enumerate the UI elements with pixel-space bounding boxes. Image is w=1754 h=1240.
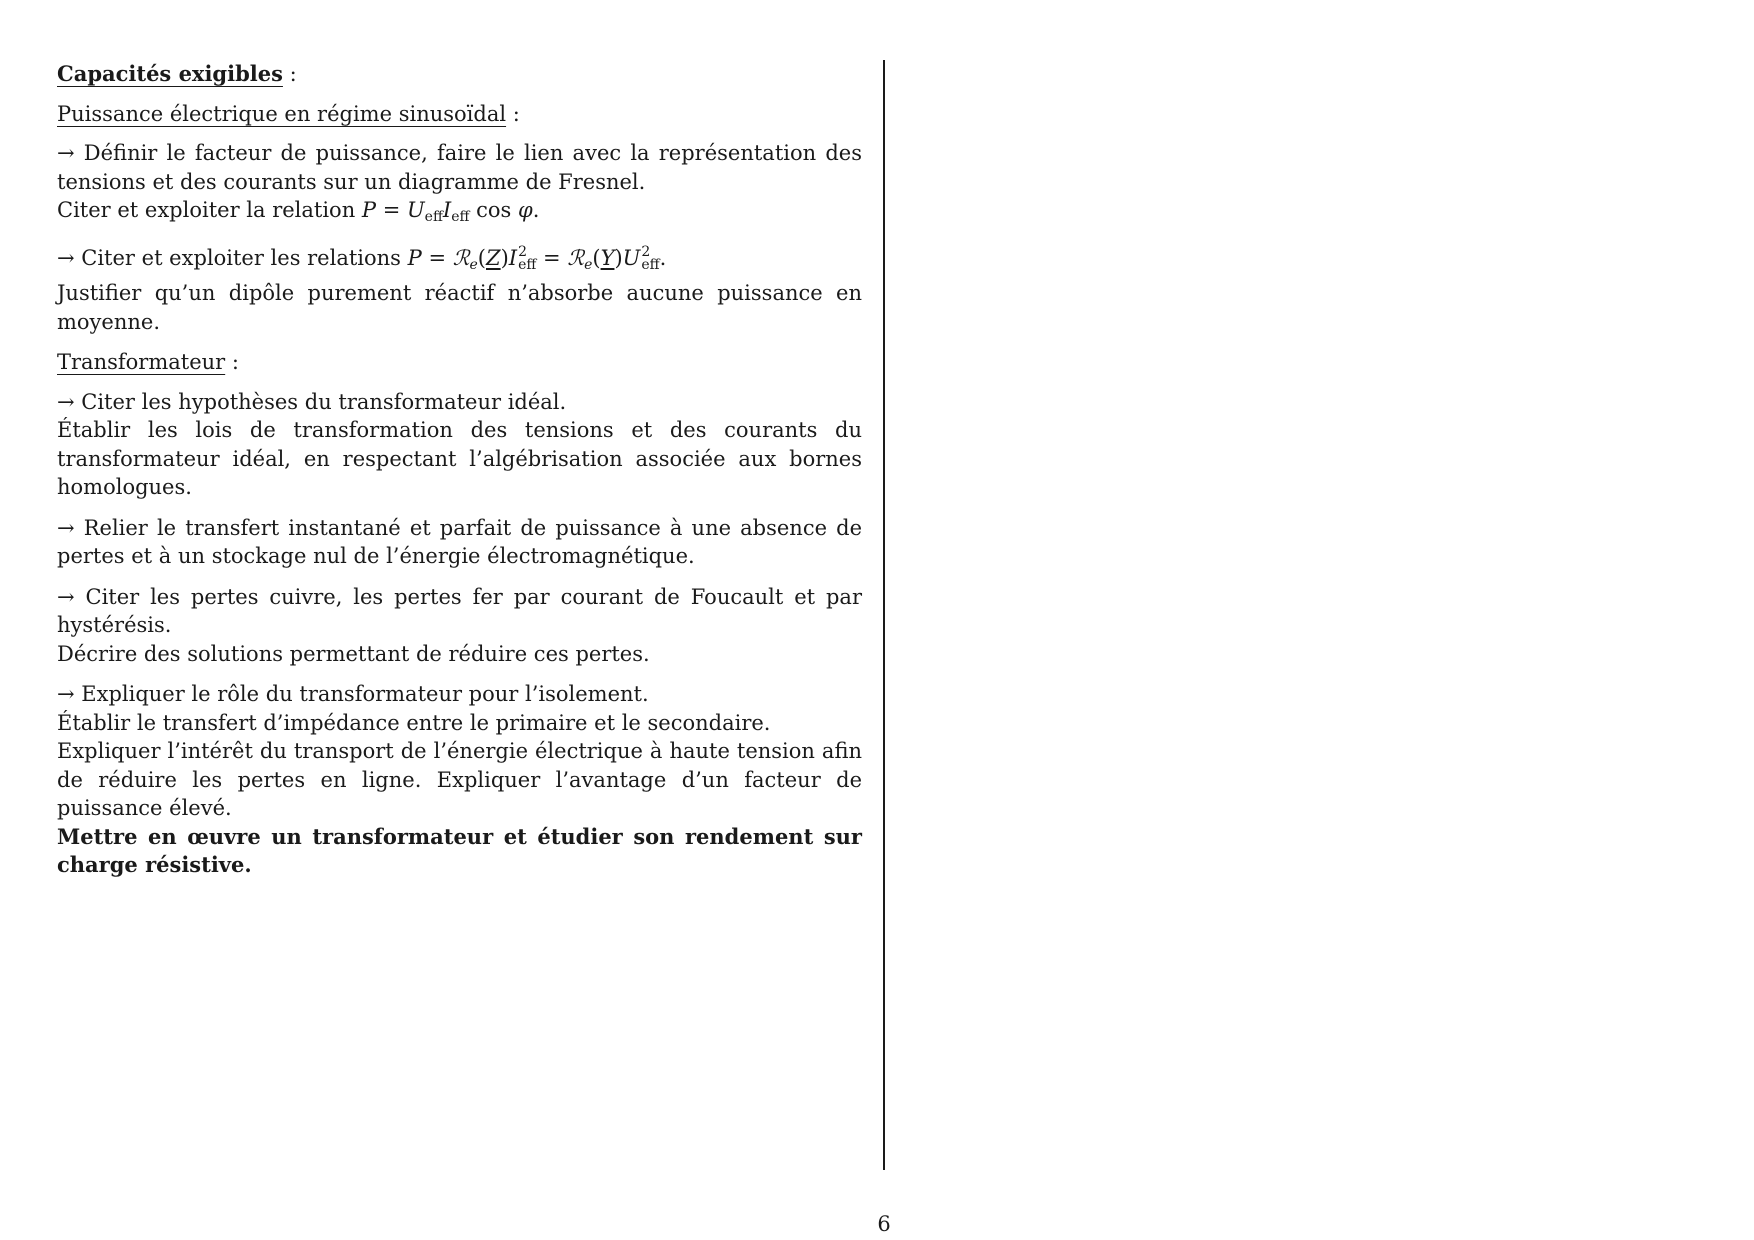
text-line: Établir le transfert d’impédance entre le primaire et le secondaire. [57, 710, 771, 735]
text-line: Décrire des solutions permettant de réduire ces pertes. [57, 641, 650, 666]
text-line-formula [57, 244, 862, 280]
paragraph-transfert [57, 514, 862, 571]
text-fragment: Citer et exploiter la relation [57, 198, 362, 222]
text-line: Expliquer l’intérêt du transport de l’énergie électrique à haute tension afin de réduire les pertes en ligne. Expliquer l’avantage d’un facteur de puissance élevé. [57, 739, 862, 820]
page-number: 6 [877, 1212, 891, 1236]
text-line: → Citer les hypothèses du transformateur idéal. [57, 389, 567, 414]
text-fragment: → Citer et exploiter les relations [57, 245, 408, 270]
paragraph-relations [57, 244, 862, 337]
text-line: → Relier le transfert instantané et parfait de puissance à une absence de pertes et à un stockage nul de l’énergie électromagnétique. [57, 515, 862, 568]
text-line: → Expliquer le rôle du transformateur pour l’isolement. [57, 682, 649, 706]
subsection-colon: : [225, 350, 239, 374]
formula-power: $P = U_{eff}I_{eff}$ cos φ. [361, 198, 540, 225]
subsection-heading-puissance [57, 100, 862, 129]
text-line: Établir les lois de transformation des tensions et des courants du transformateur idéal, en respectant l’algébrisation associée aux bornes homologues. [57, 418, 862, 499]
subsection-title-puissance: Puissance électrique en régime sinusoïdal [57, 101, 507, 126]
subsection-colon: : [506, 101, 520, 126]
section-heading [57, 60, 862, 89]
paragraph-facteur-puissance [57, 139, 862, 232]
text-line-bold: Mettre en œuvre un transformateur et étudier son rendement sur charge résistive. [57, 823, 862, 877]
text-line-formula [57, 196, 862, 232]
text-line: → Définir le facteur de puissance, faire le lien avec la représentation des tensions et des courants sur un diagramme de Fresnel. [57, 141, 862, 194]
subsection-heading-transformateur [57, 348, 862, 377]
text-line: Justifier qu’un dipôle purement réactif n’absorbe aucune puissance en moyenne. [57, 281, 862, 334]
subsection-title-transformateur: Transformateur [57, 350, 226, 374]
left-column [57, 60, 862, 892]
column-divider [883, 60, 885, 1170]
section-title: Capacités exigibles [57, 61, 283, 86]
paragraph-pertes [57, 583, 862, 669]
paragraph-isolement [57, 680, 862, 880]
formula-relations: P = ℛ$_e$(Z)I 2 eff = ℛ$_e$(Y)U 2 eff . [407, 244, 667, 273]
section-title-colon: : [282, 62, 297, 86]
text-line: → Citer les pertes cuivre, les pertes fer par courant de Foucault et par hystérésis. [57, 584, 862, 637]
paragraph-hypotheses [57, 388, 862, 502]
